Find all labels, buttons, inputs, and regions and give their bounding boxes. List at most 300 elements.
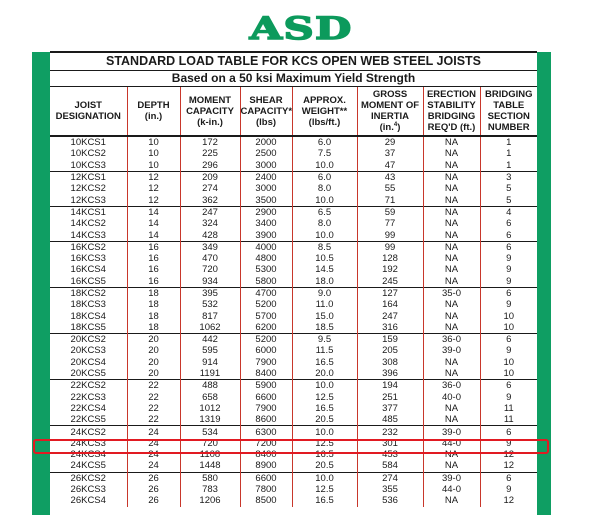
table-row <box>50 241 537 253</box>
cell-gross-moment-of-inertia: 251 <box>357 392 423 403</box>
cell-erection-stability-bridging: NA <box>423 171 480 183</box>
cell-approx-weight: 15.0 <box>292 310 357 321</box>
cell-gross-moment-of-inertia: 47 <box>357 160 423 172</box>
table-row <box>50 299 537 310</box>
cell-joist-designation: 16KCS4 <box>70 264 106 276</box>
header-line: (lbs) <box>255 116 277 128</box>
cell-gross-moment-of-inertia: 55 <box>357 183 423 194</box>
cell-erection-stability-bridging: NA <box>423 148 480 159</box>
cell-shear-capacity: 5700 <box>240 310 292 321</box>
header-line: TABLE <box>493 100 525 111</box>
cell-joist-designation: 20KCS3 <box>70 345 106 357</box>
cell-erection-stability-bridging: NA <box>423 357 480 368</box>
cell-bridging-table-section-number: 5 <box>480 183 537 194</box>
table-row <box>50 160 537 172</box>
cell-moment-capacity: 395 <box>180 287 240 299</box>
cell-erection-stability-bridging: NA <box>423 403 480 414</box>
cell-depth: 16 <box>127 264 180 275</box>
cell-gross-moment-of-inertia: 194 <box>357 380 423 392</box>
cell-erection-stability-bridging: NA <box>423 276 480 288</box>
table-row <box>50 322 537 334</box>
cell-moment-capacity: 783 <box>180 484 240 495</box>
cell-moment-capacity: 817 <box>180 310 240 321</box>
cell-shear-capacity: 6200 <box>240 322 292 334</box>
cell-approx-weight: 14.5 <box>292 264 357 275</box>
table-subtitle: Based on a 50 ksi Maximum Yield Strength <box>50 71 537 87</box>
cell-moment-capacity: 1062 <box>180 322 240 334</box>
cell-erection-stability-bridging: NA <box>423 449 480 460</box>
cell-moment-capacity: 428 <box>180 229 240 241</box>
cell-depth: 26 <box>127 484 180 495</box>
cell-erection-stability-bridging: NA <box>423 136 480 148</box>
cell-gross-moment-of-inertia: 308 <box>357 357 423 368</box>
cell-erection-stability-bridging: NA <box>423 253 480 264</box>
cell-shear-capacity: 6600 <box>240 472 292 484</box>
table-title: STANDARD LOAD TABLE FOR KCS OPEN WEB STEEL JOISTS <box>50 51 537 71</box>
cell-erection-stability-bridging: NA <box>423 241 480 253</box>
column-header-moment-capacity <box>180 87 240 136</box>
cell-depth: 22 <box>127 392 180 403</box>
cell-bridging-table-section-number: 1 <box>480 160 537 172</box>
table-row <box>50 426 537 438</box>
cell-shear-capacity: 2400 <box>240 171 292 183</box>
cell-depth: 24 <box>127 438 180 449</box>
cell-bridging-table-section-number: 9 <box>480 253 537 264</box>
cell-moment-capacity: 296 <box>180 160 240 172</box>
cell-depth: 26 <box>127 495 180 506</box>
cell-depth: 10 <box>127 160 180 172</box>
cell-approx-weight: 16.5 <box>292 403 357 414</box>
table-row <box>50 345 537 356</box>
cell-approx-weight: 10.5 <box>292 253 357 264</box>
cell-approx-weight: 12.5 <box>292 438 357 449</box>
cell-shear-capacity: 8500 <box>240 495 292 506</box>
cell-shear-capacity: 8600 <box>240 414 292 426</box>
cell-gross-moment-of-inertia: 232 <box>357 426 423 438</box>
cell-joist-designation: 18KCS3 <box>70 299 106 311</box>
table-row <box>50 368 537 380</box>
cell-gross-moment-of-inertia: 128 <box>357 253 423 264</box>
header-line: DEPTH <box>137 100 170 111</box>
cell-gross-moment-of-inertia: 164 <box>357 299 423 310</box>
header-line: SECTION <box>487 111 530 122</box>
table-row <box>50 206 537 218</box>
header-line: SHEAR <box>249 94 283 106</box>
cell-bridging-table-section-number: 5 <box>480 194 537 206</box>
cell-joist-designation: 24KCS3 <box>70 437 106 449</box>
cell-bridging-table-section-number: 9 <box>480 264 537 275</box>
cell-joist-designation: 24KCS2 <box>50 426 127 438</box>
cell-depth: 14 <box>127 229 180 241</box>
table-row <box>50 264 537 275</box>
cell-depth: 16 <box>127 241 180 253</box>
cell-moment-capacity: 914 <box>180 357 240 368</box>
cell-shear-capacity: 3000 <box>240 183 292 194</box>
header-line: (k-in.) <box>197 116 223 128</box>
cell-bridging-table-section-number: 10 <box>480 368 537 380</box>
cell-moment-capacity: 534 <box>180 426 240 438</box>
cell-bridging-table-section-number: 10 <box>480 322 537 334</box>
column-header-shear-capacity <box>240 87 292 136</box>
cell-gross-moment-of-inertia: 536 <box>357 495 423 506</box>
cell-depth: 22 <box>127 380 180 392</box>
cell-gross-moment-of-inertia: 59 <box>357 206 423 218</box>
cell-bridging-table-section-number: 6 <box>480 218 537 229</box>
cell-gross-moment-of-inertia: 396 <box>357 368 423 380</box>
cell-erection-stability-bridging: NA <box>423 299 480 310</box>
cell-joist-designation: 22KCS3 <box>70 391 106 403</box>
cell-shear-capacity: 2900 <box>240 206 292 218</box>
cell-moment-capacity: 720 <box>180 264 240 275</box>
cell-bridging-table-section-number: 12 <box>480 460 537 472</box>
cell-gross-moment-of-inertia: 245 <box>357 276 423 288</box>
cell-depth: 20 <box>127 368 180 380</box>
cell-moment-capacity: 442 <box>180 334 240 346</box>
header-line: GROSS <box>372 89 408 100</box>
cell-erection-stability-bridging: 35-0 <box>423 287 480 299</box>
table-row <box>50 218 537 229</box>
cell-gross-moment-of-inertia: 43 <box>357 171 423 183</box>
cell-erection-stability-bridging: 36-0 <box>423 334 480 346</box>
cell-joist-designation: 20KCS4 <box>70 356 106 368</box>
table-row <box>50 253 537 264</box>
cell-shear-capacity: 3500 <box>240 194 292 206</box>
cell-gross-moment-of-inertia: 301 <box>357 438 423 449</box>
cell-bridging-table-section-number: 6 <box>480 472 537 484</box>
column-header-depth <box>127 87 180 136</box>
cell-approx-weight: 9.5 <box>292 334 357 346</box>
table-row <box>50 414 537 426</box>
cell-approx-weight: 6.0 <box>292 136 357 148</box>
cell-depth: 14 <box>127 218 180 229</box>
cell-erection-stability-bridging: 39-0 <box>423 345 480 356</box>
cell-moment-capacity: 1012 <box>180 403 240 414</box>
cell-moment-capacity: 1206 <box>180 495 240 506</box>
header-line: WEIGHT** <box>301 105 348 117</box>
column-header-joist-designation <box>50 87 127 136</box>
cell-shear-capacity: 5800 <box>240 276 292 288</box>
cell-joist-designation: 16KCS5 <box>70 275 106 287</box>
cell-shear-capacity: 6600 <box>240 392 292 403</box>
cell-joist-designation: 14KCS3 <box>70 229 106 241</box>
table-row <box>50 380 537 392</box>
cell-joist-designation: 22KCS2 <box>50 380 127 392</box>
cell-erection-stability-bridging: 39-0 <box>423 472 480 484</box>
cell-moment-capacity: 274 <box>180 183 240 194</box>
cell-depth: 20 <box>127 357 180 368</box>
cell-approx-weight: 16.5 <box>292 495 357 506</box>
cell-erection-stability-bridging: NA <box>423 218 480 229</box>
cell-bridging-table-section-number: 6 <box>480 287 537 299</box>
cell-bridging-table-section-number: 12 <box>480 495 537 506</box>
cell-approx-weight: 20.5 <box>292 414 357 426</box>
cell-depth: 18 <box>127 299 180 310</box>
cell-depth: 14 <box>127 206 180 218</box>
cell-gross-moment-of-inertia: 205 <box>357 345 423 356</box>
cell-approx-weight: 10.0 <box>292 472 357 484</box>
cell-depth: 10 <box>127 136 180 148</box>
cell-shear-capacity: 7200 <box>240 438 292 449</box>
cell-moment-capacity: 172 <box>180 136 240 148</box>
cell-approx-weight: 12.5 <box>292 484 357 495</box>
cell-gross-moment-of-inertia: 584 <box>357 460 423 472</box>
cell-erection-stability-bridging: 44-0 <box>423 438 480 449</box>
cell-approx-weight: 10.0 <box>292 160 357 172</box>
cell-approx-weight: 10.0 <box>292 194 357 206</box>
table-row <box>50 495 537 506</box>
cell-erection-stability-bridging: NA <box>423 322 480 334</box>
cell-moment-capacity: 595 <box>180 345 240 356</box>
header-line: STABILITY <box>427 100 476 111</box>
cell-approx-weight: 11.5 <box>292 345 357 356</box>
cell-approx-weight: 10.0 <box>292 426 357 438</box>
cell-approx-weight: 6.0 <box>292 171 357 183</box>
column-header-erection-stability-bridging <box>423 87 480 136</box>
cell-gross-moment-of-inertia: 99 <box>357 229 423 241</box>
header-line: CAPACITY <box>186 105 234 117</box>
header-line: BRIDGING <box>427 111 476 122</box>
cell-moment-capacity: 658 <box>180 392 240 403</box>
cell-moment-capacity: 1108 <box>180 449 240 460</box>
cell-shear-capacity: 5900 <box>240 380 292 392</box>
cell-shear-capacity: 3400 <box>240 218 292 229</box>
cell-depth: 12 <box>127 194 180 206</box>
header-line: APPROX. <box>303 94 346 106</box>
header-line: INERTIA <box>371 111 409 122</box>
cell-approx-weight: 9.0 <box>292 287 357 299</box>
cell-joist-designation: 18KCS4 <box>70 310 106 322</box>
header-line: (in.$^4$) <box>379 121 401 133</box>
cell-joist-designation: 14KCS2 <box>70 218 106 230</box>
cell-joist-designation: 24KCS5 <box>70 460 106 472</box>
header-line: (in.) <box>144 111 163 122</box>
cell-bridging-table-section-number: 1 <box>480 136 537 148</box>
table-row <box>50 136 537 148</box>
cell-shear-capacity: 6300 <box>240 426 292 438</box>
cell-approx-weight: 10.0 <box>292 229 357 241</box>
cell-joist-designation: 18KCS5 <box>70 321 106 333</box>
cell-bridging-table-section-number: 12 <box>480 449 537 460</box>
cell-shear-capacity: 2500 <box>240 148 292 159</box>
cell-moment-capacity: 470 <box>180 253 240 264</box>
table-row <box>50 148 537 159</box>
cell-bridging-table-section-number: 9 <box>480 276 537 288</box>
table-row <box>50 287 537 299</box>
cell-shear-capacity: 5200 <box>240 299 292 310</box>
table-row <box>50 276 537 288</box>
cell-moment-capacity: 1448 <box>180 460 240 472</box>
cell-bridging-table-section-number: 3 <box>480 171 537 183</box>
cell-bridging-table-section-number: 10 <box>480 357 537 368</box>
cell-depth: 22 <box>127 414 180 426</box>
header-row <box>50 87 537 136</box>
cell-moment-capacity: 362 <box>180 194 240 206</box>
cell-moment-capacity: 720 <box>180 438 240 449</box>
table-row <box>50 229 537 241</box>
cell-bridging-table-section-number: 6 <box>480 426 537 438</box>
cell-shear-capacity: 5200 <box>240 334 292 346</box>
cell-bridging-table-section-number: 11 <box>480 414 537 426</box>
cell-depth: 20 <box>127 334 180 346</box>
cell-gross-moment-of-inertia: 77 <box>357 218 423 229</box>
column-header-bridging-table-section-number <box>480 87 537 136</box>
cell-bridging-table-section-number: 9 <box>480 299 537 310</box>
cell-gross-moment-of-inertia: 316 <box>357 322 423 334</box>
cell-shear-capacity: 4000 <box>240 241 292 253</box>
table-row <box>50 171 537 183</box>
cell-erection-stability-bridging: NA <box>423 229 480 241</box>
cell-approx-weight: 18.0 <box>292 276 357 288</box>
cell-depth: 16 <box>127 276 180 288</box>
cell-bridging-table-section-number: 9 <box>480 438 537 449</box>
cell-shear-capacity: 6000 <box>240 345 292 356</box>
column-header-gross-moment-of-inertia <box>357 87 423 136</box>
cell-joist-designation: 12KCS2 <box>70 183 106 195</box>
cell-gross-moment-of-inertia: 485 <box>357 414 423 426</box>
cell-erection-stability-bridging: NA <box>423 460 480 472</box>
cell-moment-capacity: 225 <box>180 148 240 159</box>
cell-shear-capacity: 3900 <box>240 229 292 241</box>
cell-shear-capacity: 3000 <box>240 160 292 172</box>
table-row <box>50 334 537 346</box>
cell-moment-capacity: 1191 <box>180 368 240 380</box>
cell-gross-moment-of-inertia: 29 <box>357 136 423 148</box>
cell-joist-designation: 10KCS2 <box>70 148 106 160</box>
cell-depth: 18 <box>127 310 180 321</box>
cell-depth: 24 <box>127 449 180 460</box>
cell-shear-capacity: 2000 <box>240 136 292 148</box>
cell-joist-designation: 18KCS2 <box>50 287 127 299</box>
cell-joist-designation: 20KCS5 <box>70 368 106 380</box>
cell-erection-stability-bridging: NA <box>423 310 480 321</box>
table-row <box>50 403 537 414</box>
cell-moment-capacity: 532 <box>180 299 240 310</box>
cell-shear-capacity: 7800 <box>240 484 292 495</box>
cell-approx-weight: 8.0 <box>292 183 357 194</box>
header-line: JOIST <box>74 100 102 111</box>
cell-joist-designation: 26KCS3 <box>70 484 106 496</box>
cell-erection-stability-bridging: NA <box>423 264 480 275</box>
cell-approx-weight: 8.5 <box>292 241 357 253</box>
cell-gross-moment-of-inertia: 247 <box>357 310 423 321</box>
table-row <box>50 183 537 194</box>
cell-approx-weight: 10.0 <box>292 380 357 392</box>
cell-joist-designation: 26KCS4 <box>70 495 106 507</box>
cell-bridging-table-section-number: 6 <box>480 241 537 253</box>
cell-erection-stability-bridging: NA <box>423 160 480 172</box>
cell-joist-designation: 16KCS2 <box>50 241 127 253</box>
cell-depth: 24 <box>127 426 180 438</box>
cell-bridging-table-section-number: 9 <box>480 392 537 403</box>
cell-joist-designation: 20KCS2 <box>50 334 127 346</box>
cell-depth: 16 <box>127 253 180 264</box>
cell-moment-capacity: 580 <box>180 472 240 484</box>
cell-erection-stability-bridging: NA <box>423 414 480 426</box>
cell-shear-capacity: 8900 <box>240 460 292 472</box>
cell-joist-designation: 24KCS4 <box>70 449 106 461</box>
cell-bridging-table-section-number: 6 <box>480 334 537 346</box>
cell-gross-moment-of-inertia: 159 <box>357 334 423 346</box>
cell-erection-stability-bridging: NA <box>423 368 480 380</box>
cell-erection-stability-bridging: NA <box>423 206 480 218</box>
table-row <box>50 194 537 206</box>
cell-erection-stability-bridging: NA <box>423 495 480 506</box>
cell-depth: 18 <box>127 287 180 299</box>
header-line: NUMBER <box>487 122 530 133</box>
cell-moment-capacity: 349 <box>180 241 240 253</box>
cell-bridging-table-section-number: 10 <box>480 310 537 321</box>
cell-joist-designation: 10KCS3 <box>70 159 106 171</box>
cell-joist-designation: 22KCS5 <box>70 414 106 426</box>
cell-depth: 24 <box>127 460 180 472</box>
cell-depth: 12 <box>127 183 180 194</box>
cell-depth: 20 <box>127 345 180 356</box>
cell-joist-designation: 10KCS1 <box>70 137 106 149</box>
cell-moment-capacity: 247 <box>180 206 240 218</box>
cell-bridging-table-section-number: 4 <box>480 206 537 218</box>
cell-gross-moment-of-inertia: 99 <box>357 241 423 253</box>
cell-approx-weight: 20.0 <box>292 368 357 380</box>
table-row <box>50 484 537 495</box>
cell-approx-weight: 16.5 <box>292 449 357 460</box>
header-line: ERECTION <box>426 89 477 100</box>
cell-joist-designation: 12KCS1 <box>50 171 127 183</box>
cell-depth: 18 <box>127 322 180 334</box>
cell-shear-capacity: 8400 <box>240 449 292 460</box>
table-row <box>50 460 537 472</box>
cell-erection-stability-bridging: 40-0 <box>423 392 480 403</box>
logo-text: ASD <box>249 11 353 47</box>
cell-approx-weight: 6.5 <box>292 206 357 218</box>
cell-erection-stability-bridging: NA <box>423 183 480 194</box>
cell-bridging-table-section-number: 6 <box>480 229 537 241</box>
cell-approx-weight: 7.5 <box>292 148 357 159</box>
cell-approx-weight: 11.0 <box>292 299 357 310</box>
column-header-approx-weight <box>292 87 357 136</box>
cell-moment-capacity: 934 <box>180 276 240 288</box>
asd-logo <box>232 11 370 47</box>
table-row <box>50 472 537 484</box>
cell-approx-weight: 12.5 <box>292 392 357 403</box>
cell-shear-capacity: 8400 <box>240 368 292 380</box>
table-row <box>50 392 537 403</box>
cell-shear-capacity: 7900 <box>240 357 292 368</box>
cell-shear-capacity: 4800 <box>240 253 292 264</box>
header-line: DESIGNATION <box>55 111 121 122</box>
header-line: (lbs/ft.) <box>308 116 341 128</box>
cell-bridging-table-section-number: 6 <box>480 380 537 392</box>
cell-bridging-table-section-number: 9 <box>480 484 537 495</box>
cell-approx-weight: 8.0 <box>292 218 357 229</box>
cell-approx-weight: 18.5 <box>292 322 357 334</box>
cell-bridging-table-section-number: 11 <box>480 403 537 414</box>
table-row <box>50 310 537 321</box>
header-line: MOMENT OF <box>360 100 420 111</box>
cell-moment-capacity: 209 <box>180 171 240 183</box>
cell-depth: 12 <box>127 171 180 183</box>
cell-joist-designation: 12KCS3 <box>70 194 106 206</box>
cell-depth: 10 <box>127 148 180 159</box>
cell-joist-designation: 22KCS4 <box>70 402 106 414</box>
cell-bridging-table-section-number: 1 <box>480 148 537 159</box>
cell-moment-capacity: 488 <box>180 380 240 392</box>
cell-shear-capacity: 4700 <box>240 287 292 299</box>
cell-depth: 26 <box>127 472 180 484</box>
cell-erection-stability-bridging: NA <box>423 194 480 206</box>
cell-joist-designation: 14KCS1 <box>50 206 127 218</box>
cell-depth: 22 <box>127 403 180 414</box>
header-line: MOMENT <box>188 94 232 106</box>
